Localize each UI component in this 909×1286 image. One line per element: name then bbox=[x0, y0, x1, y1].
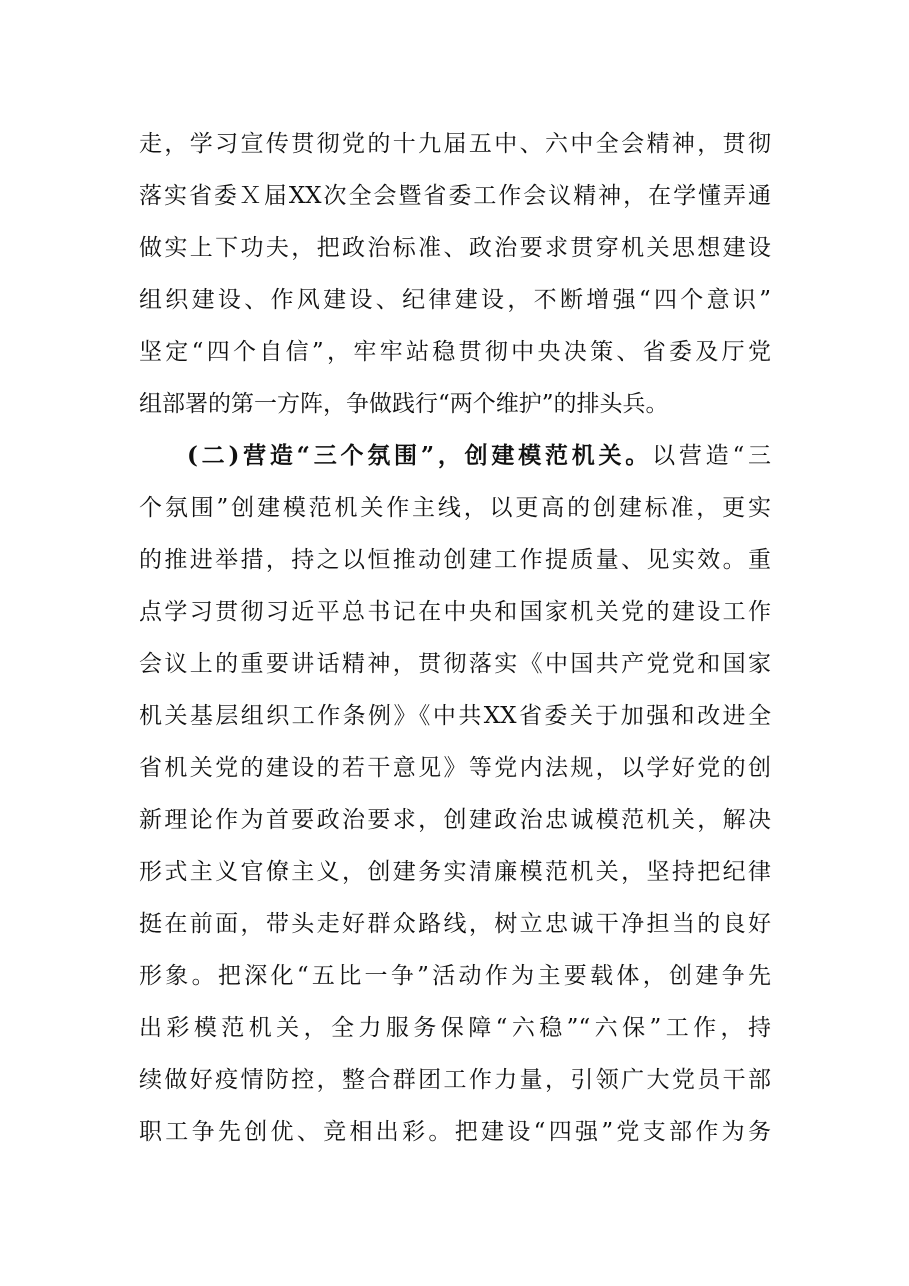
paragraph-2-line-11: 形象。把深化“五比一争”活动作为主要载体，创建争先 bbox=[139, 963, 771, 989]
paragraph-2-first-line bbox=[187, 436, 771, 476]
paragraph-2-line-5: 会议上的重要讲话精神，贯彻落实《中国共产党党和国家 bbox=[139, 651, 771, 677]
paragraph-2-line-7: 省机关党的建设的若干意见》等党内法规，以学好党的创 bbox=[139, 755, 771, 781]
paragraph-2-line-1-rest: 以营造“三 bbox=[652, 443, 771, 469]
paragraph-2-line-8: 新理论作为首要政治要求，创建政治忠诚模范机关，解决 bbox=[139, 807, 771, 833]
paragraph-2-line-14: 职工争先创优、竞相出彩。把建设“四强”党支部作为务 bbox=[139, 1119, 771, 1145]
paragraph-2-line-12: 出彩模范机关，全力服务保障“六稳”“六保”工作，持 bbox=[139, 1015, 771, 1041]
paragraph-2-line-6: 机关基层组织工作条例》《中共XX省委关于加强和改进全 bbox=[139, 703, 771, 729]
paragraph-2-line-9: 形式主义官僚主义，创建务实清廉模范机关，坚持把纪律 bbox=[139, 859, 771, 885]
paragraph-1-line-1: 走，学习宣传贯彻党的十九届五中、六中全会精神，贯彻 bbox=[139, 131, 771, 157]
section-heading: (二)营造“三个氛围”，创建模范机关。 bbox=[187, 442, 653, 469]
paragraph-1-line-4: 组织建设、作风建设、纪律建设，不断增强“四个意识” bbox=[139, 287, 771, 313]
paragraph-2-line-10: 挺在前面，带头走好群众路线，树立忠诚干净担当的良好 bbox=[139, 911, 771, 937]
paragraph-2-line-13: 续做好疫情防控，整合群团工作力量，引领广大党员干部 bbox=[139, 1067, 771, 1093]
paragraph-1-line-6: 组部署的第一方阵，争做践行“两个维护”的排头兵。 bbox=[139, 391, 669, 417]
paragraph-1-line-2: 落实省委Ｘ届XX次全会暨省委工作会议精神，在学懂弄通 bbox=[139, 183, 771, 209]
paragraph-2-line-3: 的推进举措，持之以恒推动创建工作提质量、见实效。重 bbox=[139, 547, 771, 573]
paragraph-2-line-2: 个氛围”创建模范机关作主线，以更高的创建标准，更实 bbox=[139, 495, 771, 521]
paragraph-1-line-3: 做实上下功夫，把政治标准、政治要求贯穿机关思想建设 bbox=[139, 235, 771, 261]
paragraph-2-line-4: 点学习贯彻习近平总书记在中央和国家机关党的建设工作 bbox=[139, 599, 771, 625]
paragraph-1-line-5: 坚定“四个自信”，牢牢站稳贯彻中央决策、省委及厅党 bbox=[139, 339, 771, 365]
